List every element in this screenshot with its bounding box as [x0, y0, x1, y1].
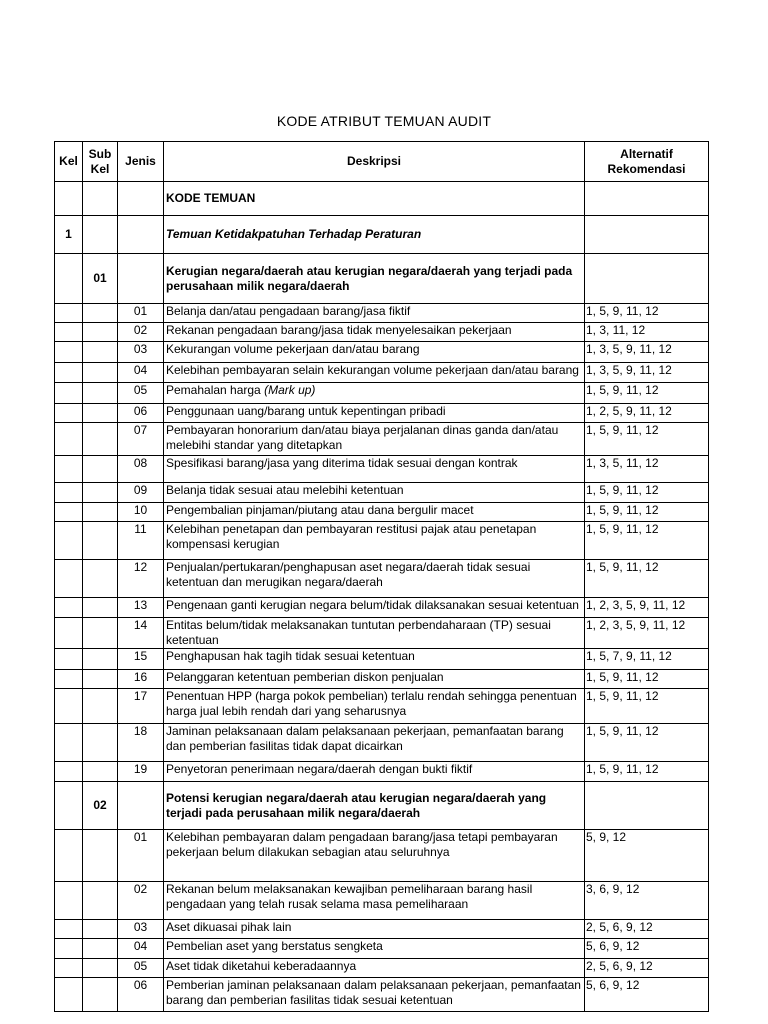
description-cell — [164, 724, 585, 762]
description-cell — [164, 342, 585, 363]
sub-kel-cell — [83, 304, 118, 323]
kel-cell — [55, 383, 83, 404]
sub-kel-cell — [83, 342, 118, 363]
table-row — [55, 920, 709, 939]
kel-cell — [55, 404, 83, 423]
recommendation-codes: 2, 5, 6, 9, 12 — [585, 920, 709, 939]
description-cell — [164, 978, 585, 1012]
kel-cell — [55, 456, 83, 483]
subgroup-label: Potensi kerugian negara/daerah atau kerugian negara/daerah yang terjadi pada perusahaan milik negara/daerah — [164, 782, 585, 830]
sub-kel-cell — [83, 456, 118, 483]
header-kel: Kel — [55, 142, 83, 182]
description-cell — [164, 483, 585, 503]
sub-kel-cell — [83, 920, 118, 939]
recommendation-codes: 2, 5, 6, 9, 12 — [585, 959, 709, 978]
kel-cell — [55, 323, 83, 342]
jenis-code: 13 — [118, 598, 164, 618]
table-row — [55, 939, 709, 959]
table-row — [55, 383, 709, 404]
description-text: Penjualan/pertukaran/penghapusan aset negara/daerah tidak sesuai ketentuan dan merugikan negara/daerah — [166, 560, 531, 589]
table-row — [55, 724, 709, 762]
description-cell — [164, 649, 585, 670]
kel-cell — [55, 724, 83, 762]
description-cell — [164, 618, 585, 649]
kel-cell — [55, 830, 83, 882]
sub-kel-cell — [83, 363, 118, 383]
kel-cell — [55, 959, 83, 978]
description-cell — [164, 363, 585, 383]
sub-kel-cell — [83, 830, 118, 882]
sub-kel-cell — [83, 762, 118, 782]
sub-kel-cell — [83, 598, 118, 618]
recommendation-codes: 1, 3, 5, 9, 11, 12 — [585, 363, 709, 383]
jenis-code: 15 — [118, 649, 164, 670]
sub-kel-cell — [83, 978, 118, 1012]
recommendation-codes: 1, 2, 3, 5, 9, 11, 12 — [585, 618, 709, 649]
recommendation-codes: 1, 3, 5, 11, 12 — [585, 456, 709, 483]
description-cell — [164, 939, 585, 959]
kel-cell — [55, 522, 83, 560]
description-text: Pengenaan ganti kerugian negara belum/tidak dilaksanakan sesuai ketentuan — [166, 598, 579, 612]
jenis-code: 08 — [118, 456, 164, 483]
description-cell — [164, 959, 585, 978]
kel-cell — [55, 304, 83, 323]
description-cell — [164, 920, 585, 939]
description-cell — [164, 304, 585, 323]
header-jenis: Jenis — [118, 142, 164, 182]
description-cell — [164, 762, 585, 782]
table-row — [55, 830, 709, 882]
header-sub-kel: Sub Kel — [83, 142, 118, 182]
kel-cell — [55, 503, 83, 522]
jenis-code: 07 — [118, 423, 164, 456]
description-cell — [164, 598, 585, 618]
jenis-code: 10 — [118, 503, 164, 522]
sub-kel-cell — [83, 939, 118, 959]
jenis-code: 04 — [118, 939, 164, 959]
recommendation-codes: 5, 6, 9, 12 — [585, 939, 709, 959]
description-cell — [164, 404, 585, 423]
kel-cell — [55, 689, 83, 724]
jenis-code: 16 — [118, 670, 164, 689]
group-label: Temuan Ketidakpatuhan Terhadap Peraturan — [164, 216, 585, 254]
kel-cell — [55, 560, 83, 598]
recommendation-codes: 1, 5, 9, 11, 12 — [585, 522, 709, 560]
table-header-row — [55, 142, 709, 182]
document-title: KODE ATRIBUT TEMUAN AUDIT — [276, 113, 492, 129]
recommendation-codes: 1, 5, 9, 11, 12 — [585, 670, 709, 689]
recommendation-codes: 1, 5, 9, 11, 12 — [585, 304, 709, 323]
sub-kel-cell — [83, 404, 118, 423]
description-text: Spesifikasi barang/jasa yang diterima tidak sesuai dengan kontrak — [166, 456, 518, 470]
jenis-code: 01 — [118, 830, 164, 882]
table-row — [55, 423, 709, 456]
table-row — [55, 342, 709, 363]
jenis-code: 19 — [118, 762, 164, 782]
table-row — [55, 323, 709, 342]
sub-kel-cell — [83, 670, 118, 689]
description-text: Pembelian aset yang berstatus sengketa — [166, 939, 383, 953]
group-kel-code: 1 — [55, 216, 83, 254]
jenis-code: 17 — [118, 689, 164, 724]
description-text: Kelebihan pembayaran dalam pengadaan barang/jasa tetapi pembayaran pekerjaan belum dilakukan sebagian atau seluruhnya — [166, 830, 558, 859]
jenis-code: 05 — [118, 959, 164, 978]
kel-cell — [55, 423, 83, 456]
description-text: Aset tidak diketahui keberadaannya — [166, 959, 357, 973]
recommendation-codes: 1, 5, 7, 9, 11, 12 — [585, 649, 709, 670]
recommendation-codes: 1, 5, 9, 11, 12 — [585, 689, 709, 724]
sub-kel-cell — [83, 522, 118, 560]
kel-cell — [55, 363, 83, 383]
recommendation-codes: 1, 2, 5, 9, 11, 12 — [585, 404, 709, 423]
jenis-code: 12 — [118, 560, 164, 598]
description-text: Kelebihan penetapan dan pembayaran restitusi pajak atau penetapan kompensasi kerugian — [166, 522, 537, 551]
recommendation-codes: 1, 3, 11, 12 — [585, 323, 709, 342]
jenis-code: 03 — [118, 920, 164, 939]
sub-kel-cell — [83, 959, 118, 978]
recommendation-codes: 1, 5, 9, 11, 12 — [585, 762, 709, 782]
subgroup-code: 02 — [83, 782, 118, 830]
sub-kel-cell — [83, 323, 118, 342]
sub-kel-cell — [83, 618, 118, 649]
jenis-code: 06 — [118, 978, 164, 1012]
table-row — [55, 598, 709, 618]
description-cell — [164, 560, 585, 598]
kel-cell — [55, 762, 83, 782]
jenis-code: 11 — [118, 522, 164, 560]
jenis-code: 06 — [118, 404, 164, 423]
description-cell — [164, 503, 585, 522]
jenis-code: 04 — [118, 363, 164, 383]
recommendation-codes: 1, 5, 9, 11, 12 — [585, 383, 709, 404]
description-text: Pemahalan harga — [166, 383, 261, 397]
sub-kel-cell — [83, 689, 118, 724]
description-cell — [164, 670, 585, 689]
description-text: Jaminan pelaksanaan dalam pelaksanaan pekerjaan, pemanfaatan barang dan pemberian fasilitas tidak dapat dicairkan — [166, 724, 564, 753]
recommendation-codes: 1, 5, 9, 11, 12 — [585, 503, 709, 522]
section-heading-row — [55, 182, 709, 216]
table-row — [55, 560, 709, 598]
table-row — [55, 483, 709, 503]
table-row — [55, 649, 709, 670]
table-row — [55, 304, 709, 323]
kel-cell — [55, 618, 83, 649]
table-row — [55, 670, 709, 689]
description-cell — [164, 830, 585, 882]
description-text: Rekanan pengadaan barang/jasa tidak menyelesaikan pekerjaan — [166, 323, 512, 337]
jenis-code: 02 — [118, 323, 164, 342]
table-row — [55, 882, 709, 920]
recommendation-codes: 1, 5, 9, 11, 12 — [585, 483, 709, 503]
subgroup-code: 01 — [83, 254, 118, 304]
sub-kel-cell — [83, 423, 118, 456]
jenis-code: 03 — [118, 342, 164, 363]
description-cell — [164, 423, 585, 456]
recommendation-codes: 3, 6, 9, 12 — [585, 882, 709, 920]
table-body — [55, 182, 709, 1012]
audit-code-table — [54, 141, 709, 1012]
table-row — [55, 762, 709, 782]
description-text: Penentuan HPP (harga pokok pembelian) terlalu rendah sehingga penentuan harga jual lebih rendah dari yang seharusnya — [166, 689, 577, 718]
sub-kel-cell — [83, 503, 118, 522]
description-text: Penghapusan hak tagih tidak sesuai ketentuan — [166, 649, 415, 663]
jenis-code: 02 — [118, 882, 164, 920]
subgroup-row — [55, 782, 709, 830]
description-text: Kelebihan pembayaran selain kekurangan volume pekerjaan dan/atau barang — [166, 363, 579, 377]
jenis-code: 05 — [118, 383, 164, 404]
description-text: Penggunaan uang/barang untuk kepentingan pribadi — [166, 404, 446, 418]
header-deskripsi: Deskripsi — [164, 142, 585, 182]
kel-cell — [55, 939, 83, 959]
kel-cell — [55, 649, 83, 670]
table-row — [55, 503, 709, 522]
jenis-code: 09 — [118, 483, 164, 503]
header-rekomendasi: Alternatif Rekomendasi — [585, 142, 709, 182]
section-heading: KODE TEMUAN — [164, 182, 585, 216]
table-row — [55, 456, 709, 483]
description-cell — [164, 456, 585, 483]
description-text: Penyetoran penerimaan negara/daerah dengan bukti fiktif — [166, 762, 473, 776]
table-row — [55, 978, 709, 1012]
description-text: Kekurangan volume pekerjaan dan/atau barang — [166, 342, 420, 356]
description-note: (Mark up) — [264, 383, 316, 397]
sub-kel-cell — [83, 483, 118, 503]
jenis-code: 18 — [118, 724, 164, 762]
description-text: Pengembalian pinjaman/piutang atau dana bergulir macet — [166, 503, 474, 517]
description-text: Belanja tidak sesuai atau melebihi ketentuan — [166, 483, 404, 497]
sub-kel-cell — [83, 560, 118, 598]
subgroup-row — [55, 254, 709, 304]
sub-kel-cell — [83, 724, 118, 762]
description-text: Pelanggaran ketentuan pemberian diskon penjualan — [166, 670, 444, 684]
jenis-code: 14 — [118, 618, 164, 649]
table-row — [55, 959, 709, 978]
subgroup-label: Kerugian negara/daerah atau kerugian negara/daerah yang terjadi pada perusahaan milik negara/daerah — [164, 254, 585, 304]
kel-cell — [55, 920, 83, 939]
recommendation-codes: 1, 5, 9, 11, 12 — [585, 423, 709, 456]
jenis-code: 01 — [118, 304, 164, 323]
recommendation-codes: 5, 9, 12 — [585, 830, 709, 882]
table-row — [55, 404, 709, 423]
kel-cell — [55, 598, 83, 618]
table-row — [55, 689, 709, 724]
table-row — [55, 522, 709, 560]
recommendation-codes: 1, 2, 3, 5, 9, 11, 12 — [585, 598, 709, 618]
group-row — [55, 216, 709, 254]
description-cell — [164, 522, 585, 560]
sub-kel-cell — [83, 383, 118, 404]
recommendation-codes: 1, 5, 9, 11, 12 — [585, 724, 709, 762]
sub-kel-cell — [83, 649, 118, 670]
kel-cell — [55, 670, 83, 689]
kel-cell — [55, 882, 83, 920]
description-text: Rekanan belum melaksanakan kewajiban pemeliharaan barang hasil pengadaan yang telah rusak selama masa pemeliharaan — [166, 882, 533, 911]
kel-cell — [55, 342, 83, 363]
description-text: Pembayaran honorarium dan/atau biaya perjalanan dinas ganda dan/atau melebihi standar yang ditetapkan — [166, 423, 559, 452]
sub-kel-cell — [83, 882, 118, 920]
description-cell — [164, 689, 585, 724]
recommendation-codes: 1, 5, 9, 11, 12 — [585, 560, 709, 598]
description-text: Pemberian jaminan pelaksanaan dalam pelaksanaan pekerjaan, pemanfaatan barang dan pemberian fasilitas tidak sesuai ketentuan — [166, 978, 581, 1007]
kel-cell — [55, 483, 83, 503]
description-cell — [164, 882, 585, 920]
kel-cell — [55, 978, 83, 1012]
table-row — [55, 618, 709, 649]
description-cell — [164, 323, 585, 342]
table-row — [55, 363, 709, 383]
description-text: Entitas belum/tidak melaksanakan tuntutan perbendaharaan (TP) sesuai ketentuan — [166, 618, 551, 647]
recommendation-codes: 5, 6, 9, 12 — [585, 978, 709, 1012]
description-text: Belanja dan/atau pengadaan barang/jasa fiktif — [166, 304, 411, 318]
recommendation-codes: 1, 3, 5, 9, 11, 12 — [585, 342, 709, 363]
description-cell — [164, 383, 585, 404]
description-text: Aset dikuasai pihak lain — [166, 920, 292, 934]
